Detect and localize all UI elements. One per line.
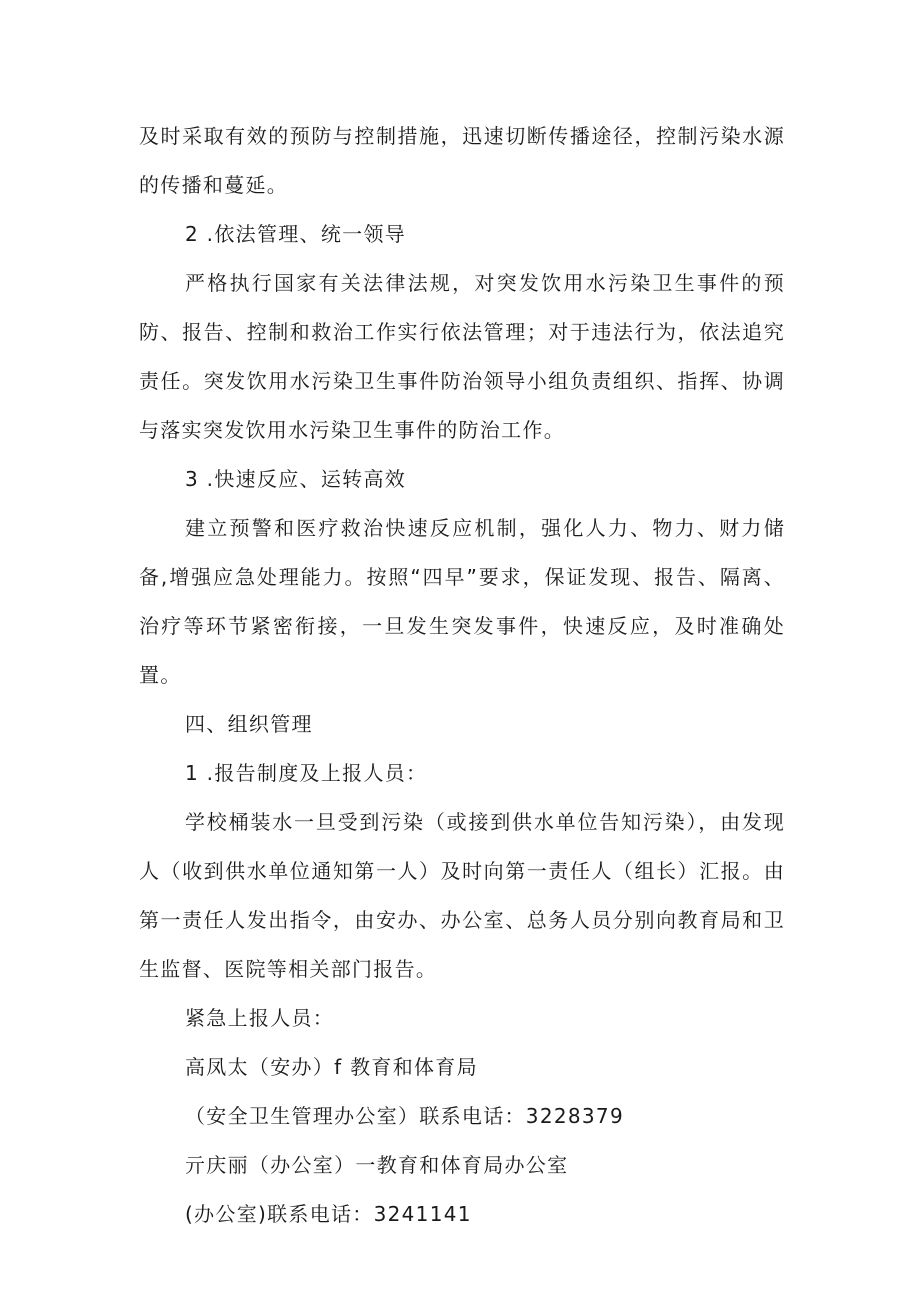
contact-line-3: 亓庆丽（办公室）一教育和体育局办公室 (185, 1153, 569, 1177)
document-body (139, 112, 785, 1239)
emergency-reporters-label: 紧急上报人员： (185, 1006, 335, 1030)
heading-rapid-response: 3 .快速反应、运转高效 (185, 467, 407, 491)
heading-legal-management: 2 .依法管理、统一领导 (185, 222, 407, 246)
contact-line-2: （安全卫生管理办公室）联系电话：3228379 (185, 1104, 624, 1128)
heading-reporting-system: 1 .报告制度及上报人员： (185, 761, 428, 785)
paragraph-prevention-continued: 及时采取有效的预防与控制措施，迅速切断传播途径，控制污染水源的传播和蔓延。 (139, 124, 785, 197)
paragraph-reporting-procedure: 学校桶装水一旦受到污染（或接到供水单位告知污染），由发现人（收到供水单位通知第一人）及时向第一责任人（组长）汇报。由第一责任人发出指令，由安办、办公室、总务人员分别向教育局和卫生监督、医院等相关部门报告。 (139, 810, 785, 981)
contact-line-4: (办公室)联系电话：3241141 (185, 1202, 472, 1226)
paragraph-legal-management: 严格执行国家有关法律法规，对突发饮用水污染卫生事件的预防、报告、控制和救治工作实行依法管理；对于违法行为，依法追究责任。突发饮用水污染卫生事件防治领导小组负责组织、指挥、协调与落实突发饮用水污染卫生事件的防治工作。 (139, 271, 785, 442)
paragraph-rapid-response: 建立预警和医疗救治快速反应机制，强化人力、物力、财力储备,增强应急处理能力。按照“四早”要求，保证发现、报告、隔离、治疗等环节紧密衔接，一旦发生突发事件，快速反应，及时准确处置。 (139, 516, 785, 687)
contact-line-1: 高凤太（安办）f 教育和体育局 (185, 1055, 478, 1079)
heading-organization-management: 四、组织管理 (185, 712, 313, 736)
